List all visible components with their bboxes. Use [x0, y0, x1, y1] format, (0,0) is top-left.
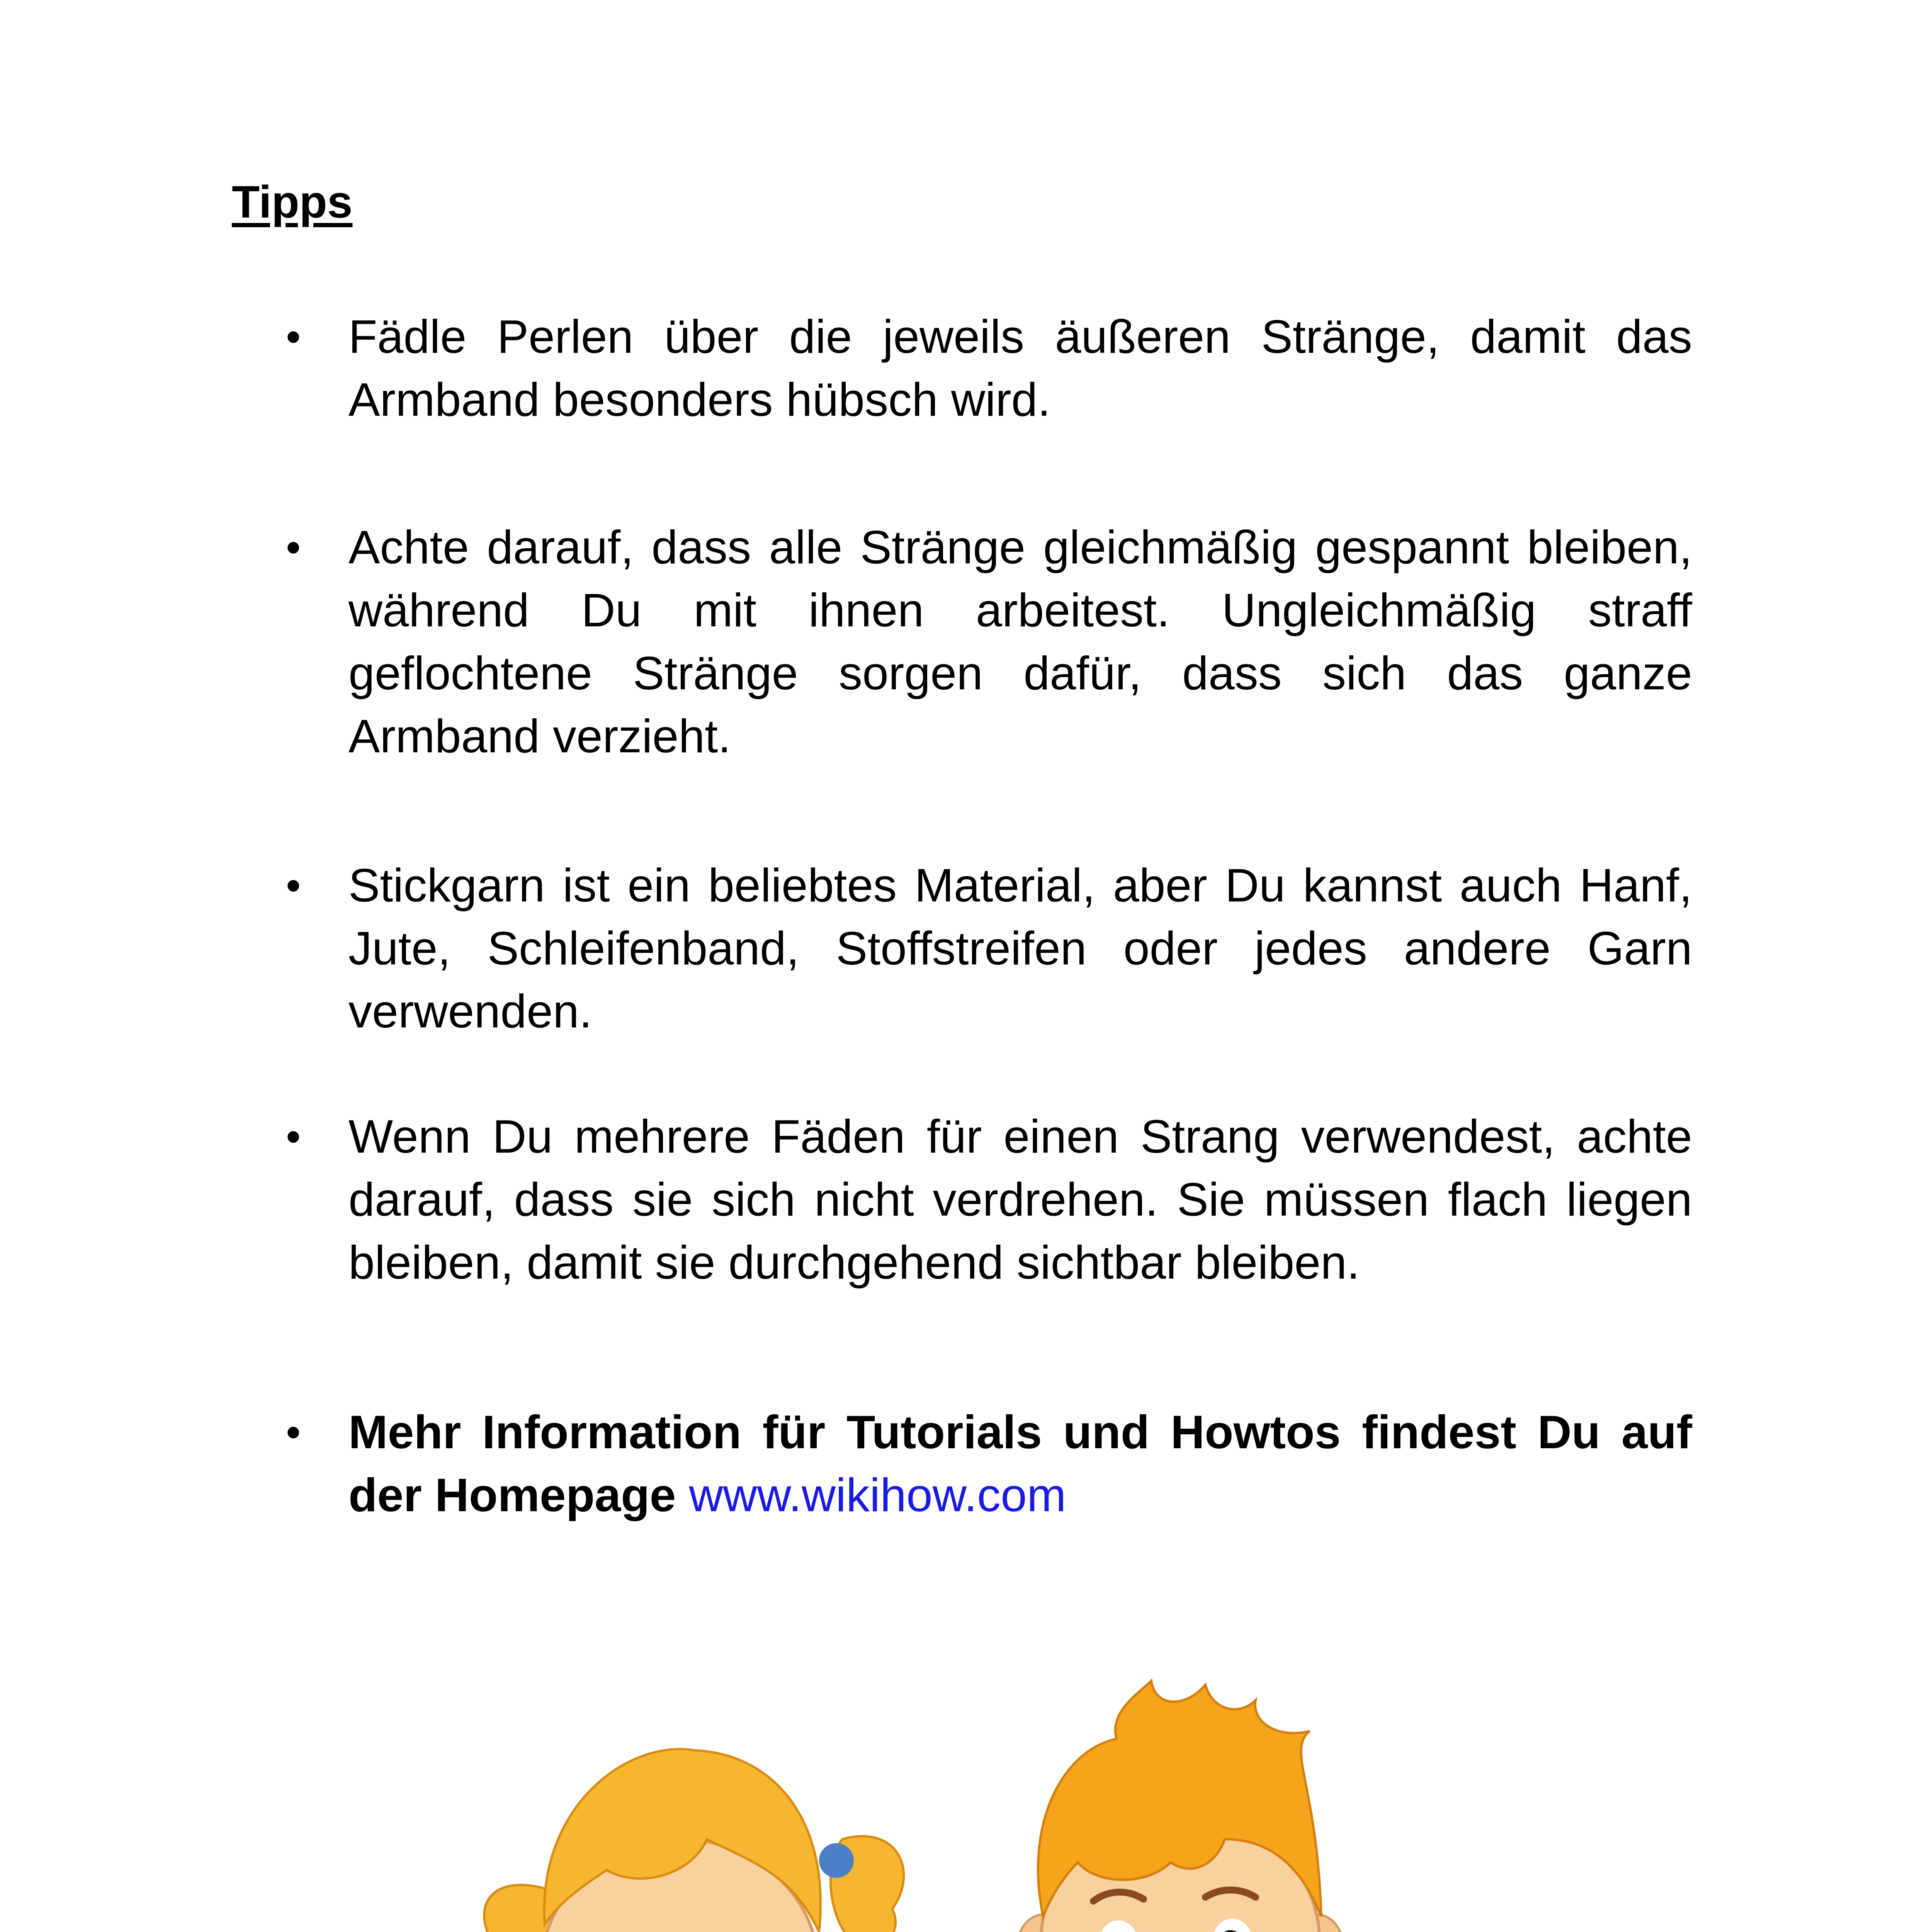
tip-item	[232, 1105, 1692, 1294]
bullet-icon: •	[286, 862, 301, 909]
tip-text	[348, 1401, 1692, 1527]
tip-text: Fädle Perlen über die jeweils äußeren Stränge, damit das Armband besonders hübsch wird.	[348, 310, 1692, 426]
tip-item	[232, 854, 1692, 1043]
tip-item	[232, 305, 1692, 431]
tip-text: Wenn Du mehrere Fäden für einen Strang verwendest, achte darauf, dass sie sich nicht verdrehen. Sie müssen flach liegen bleiben, damit sie durchgehend sichtbar bleiben.	[348, 1110, 1692, 1289]
page-heading: Tipps	[232, 177, 353, 228]
bullet-icon: •	[286, 1408, 301, 1456]
bullet-icon: •	[286, 313, 301, 361]
boy-figure	[960, 1681, 1344, 1932]
tip-item-homepage	[232, 1401, 1692, 1527]
tip-text: Stickgarn ist ein beliebtes Material, aber Du kannst auch Hanf, Jute, Schleifenband, Stoffstreifen oder jedes andere Garn verwenden.	[348, 859, 1692, 1037]
girl-figure	[484, 1749, 904, 1932]
tip-homepage-text: Mehr Information für Tutorials und Howtos findest Du auf der Homepage	[348, 1406, 1692, 1521]
homepage-link[interactable]: www.wikihow.com	[689, 1469, 1066, 1521]
kids-illustration	[460, 1623, 1449, 1932]
tip-text: Achte darauf, dass alle Stränge gleichmäßig gespannt bleiben, während Du mit ihnen arbeitest. Ungleichmäßig straff geflochtene Stränge sorgen dafür, dass sich das ganze Armband verzieht.	[348, 521, 1692, 762]
bullet-icon: •	[286, 524, 301, 571]
tip-item	[232, 516, 1692, 768]
bullet-icon: •	[286, 1113, 301, 1160]
